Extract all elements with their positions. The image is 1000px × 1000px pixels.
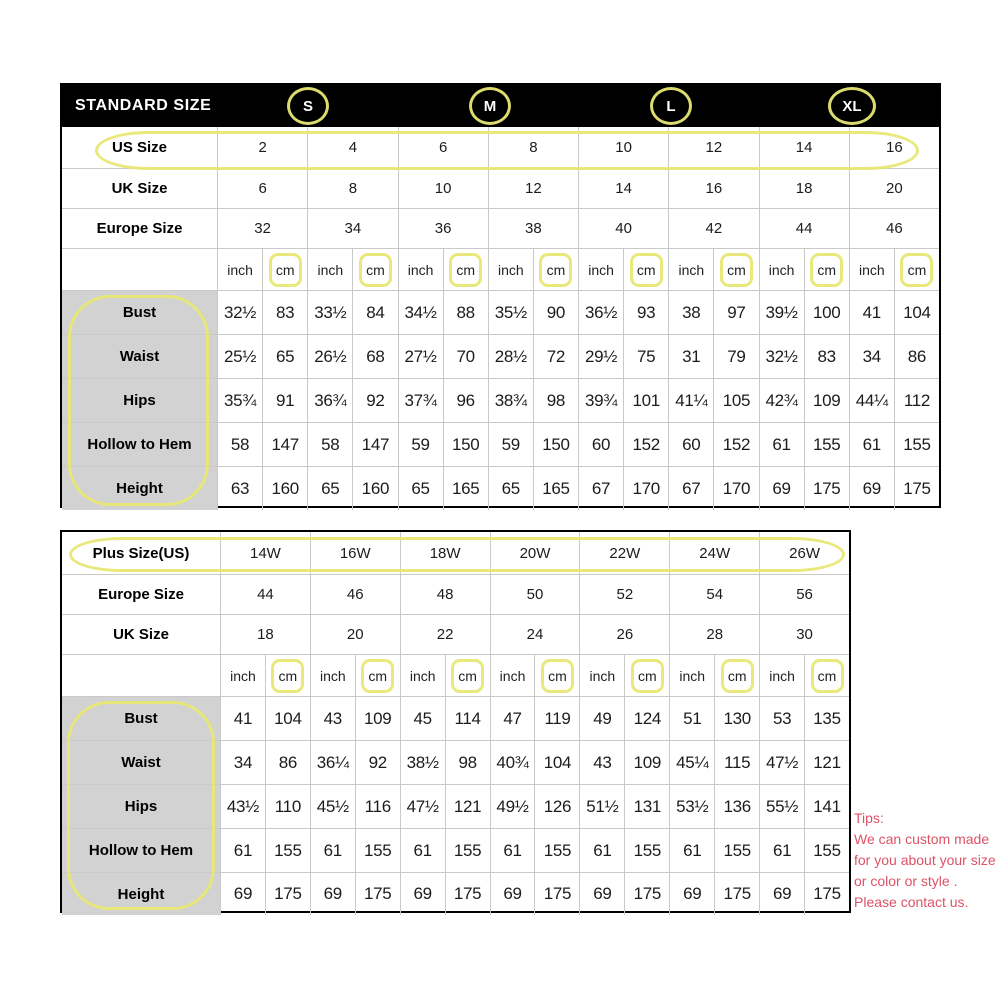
measure-value: 38¾ xyxy=(488,379,533,422)
measure-value: 110 xyxy=(265,785,310,828)
measure-value: 47½ xyxy=(759,741,804,784)
inch-unit-label: inch xyxy=(849,249,894,290)
measure-value: 160 xyxy=(352,467,397,510)
measure-value: 155 xyxy=(714,829,759,872)
inch-unit-label: inch xyxy=(217,249,262,290)
cm-highlight: cm xyxy=(900,253,933,287)
cm-unit-cell xyxy=(713,249,758,290)
measure-value: 69 xyxy=(400,873,445,915)
measure-value: 43½ xyxy=(220,785,265,828)
row-label: Hips xyxy=(62,379,217,422)
standard-size-title: STANDARD SIZE xyxy=(75,97,212,114)
unit-row xyxy=(62,248,939,290)
measure-value: 119 xyxy=(534,697,579,740)
measure-value: 27½ xyxy=(398,335,443,378)
cm-highlight: cm xyxy=(361,659,394,693)
size-value: 38 xyxy=(488,209,578,248)
cm-highlight: cm xyxy=(810,253,843,287)
measure-value: 36½ xyxy=(578,291,623,334)
measure-value: 155 xyxy=(804,829,849,872)
standard-size-table xyxy=(60,83,941,508)
standard-size-header xyxy=(62,85,939,127)
size-value: 24 xyxy=(490,615,580,654)
measure-value: 100 xyxy=(804,291,849,334)
measure-value: 152 xyxy=(623,423,668,466)
measure-value: 61 xyxy=(849,423,894,466)
measure-value: 147 xyxy=(352,423,397,466)
size-row-us-size xyxy=(62,127,939,168)
size-value: 4 xyxy=(307,127,397,168)
size-value: 2 xyxy=(217,127,307,168)
size-value: 14W xyxy=(220,532,310,574)
inch-unit-label: inch xyxy=(220,655,265,696)
size-value: 26 xyxy=(579,615,669,654)
tips-note xyxy=(854,808,999,913)
measure-value: 40¾ xyxy=(490,741,535,784)
measure-value: 131 xyxy=(624,785,669,828)
size-value: 6 xyxy=(398,127,488,168)
measure-value: 61 xyxy=(220,829,265,872)
measure-value: 47 xyxy=(490,697,535,740)
size-value: 24W xyxy=(669,532,759,574)
measure-value: 49 xyxy=(579,697,624,740)
measure-value: 39½ xyxy=(759,291,804,334)
size-value: 20W xyxy=(490,532,580,574)
measure-value: 65 xyxy=(398,467,443,510)
measure-row-waist xyxy=(62,740,849,784)
cm-unit-cell xyxy=(804,249,849,290)
measure-value: 59 xyxy=(488,423,533,466)
tips-line: or color or style . xyxy=(854,873,958,889)
row-label: Europe Size xyxy=(98,586,184,603)
row-label: UK Size xyxy=(111,180,168,197)
measure-value: 114 xyxy=(445,697,490,740)
cm-highlight: cm xyxy=(541,659,574,693)
measure-value: 86 xyxy=(265,741,310,784)
measure-value: 35½ xyxy=(488,291,533,334)
row-label: Europe Size xyxy=(96,220,183,237)
size-value: 26W xyxy=(759,532,849,574)
cm-unit-cell xyxy=(445,655,490,696)
measure-value: 97 xyxy=(713,291,758,334)
measure-value: 160 xyxy=(262,467,307,510)
row-label: UK Size xyxy=(113,626,169,643)
inch-unit-label: inch xyxy=(578,249,623,290)
cm-unit-cell xyxy=(894,249,939,290)
unit-label-spacer xyxy=(62,249,217,290)
cm-highlight: cm xyxy=(811,659,844,693)
measure-value: 69 xyxy=(759,467,804,510)
size-value: 42 xyxy=(668,209,758,248)
measure-value: 150 xyxy=(443,423,488,466)
inch-unit-label: inch xyxy=(669,655,714,696)
measure-value: 31 xyxy=(668,335,713,378)
measure-value: 126 xyxy=(534,785,579,828)
measure-value: 175 xyxy=(265,873,310,915)
size-value: 12 xyxy=(488,169,578,208)
cm-unit-cell xyxy=(804,655,849,696)
measure-value: 96 xyxy=(443,379,488,422)
measure-value: 51 xyxy=(669,697,714,740)
tips-line: We can custom made xyxy=(854,831,990,847)
measure-value: 83 xyxy=(804,335,849,378)
row-label: Plus Size(US) xyxy=(92,544,190,562)
measure-row-hollow-to-hem xyxy=(62,828,849,872)
measure-value: 53½ xyxy=(669,785,714,828)
size-value: 56 xyxy=(759,575,849,614)
row-label: Waist xyxy=(62,741,220,784)
row-label: Waist xyxy=(62,335,217,378)
measure-row-height xyxy=(62,872,849,915)
size-value: 48 xyxy=(400,575,490,614)
measure-value: 38 xyxy=(668,291,713,334)
size-value: 20 xyxy=(310,615,400,654)
measure-value: 130 xyxy=(714,697,759,740)
measure-value: 112 xyxy=(894,379,939,422)
measure-value: 147 xyxy=(262,423,307,466)
size-value: 6 xyxy=(217,169,307,208)
measure-value: 61 xyxy=(669,829,714,872)
size-value: 18 xyxy=(759,169,849,208)
measure-value: 33½ xyxy=(307,291,352,334)
measure-value: 36¼ xyxy=(310,741,355,784)
measure-value: 135 xyxy=(804,697,849,740)
measure-value: 98 xyxy=(445,741,490,784)
measure-value: 65 xyxy=(262,335,307,378)
size-value: 16 xyxy=(849,127,939,168)
measure-value: 175 xyxy=(534,873,579,915)
size-value: 14 xyxy=(578,169,668,208)
size-value: 28 xyxy=(669,615,759,654)
size-value: 50 xyxy=(490,575,580,614)
measure-value: 29½ xyxy=(578,335,623,378)
measure-value: 175 xyxy=(894,467,939,510)
measure-value: 141 xyxy=(804,785,849,828)
measure-value: 61 xyxy=(759,829,804,872)
size-value: 46 xyxy=(849,209,939,248)
measure-value: 105 xyxy=(713,379,758,422)
row-label: Hollow to Hem xyxy=(62,423,217,466)
measure-value: 45¼ xyxy=(669,741,714,784)
measure-value: 34 xyxy=(220,741,265,784)
size-value: 20 xyxy=(849,169,939,208)
cm-highlight: cm xyxy=(451,659,484,693)
measure-value: 63 xyxy=(217,467,262,510)
measure-value: 65 xyxy=(488,467,533,510)
measure-value: 170 xyxy=(623,467,668,510)
measure-value: 155 xyxy=(804,423,849,466)
measure-value: 39¾ xyxy=(578,379,623,422)
size-value: 16W xyxy=(310,532,400,574)
measure-value: 104 xyxy=(534,741,579,784)
measure-value: 67 xyxy=(668,467,713,510)
measure-value: 175 xyxy=(624,873,669,915)
size-value: 36 xyxy=(398,209,488,248)
measure-value: 152 xyxy=(713,423,758,466)
measure-value: 34 xyxy=(849,335,894,378)
inch-unit-label: inch xyxy=(759,655,804,696)
inch-unit-label: inch xyxy=(759,249,804,290)
row-label: Hollow to Hem xyxy=(62,829,220,872)
measure-value: 104 xyxy=(894,291,939,334)
measure-value: 26½ xyxy=(307,335,352,378)
measure-value: 84 xyxy=(352,291,397,334)
size-badge-s: S xyxy=(287,87,329,125)
size-value: 18W xyxy=(400,532,490,574)
measure-value: 155 xyxy=(355,829,400,872)
inch-unit-label: inch xyxy=(579,655,624,696)
measure-value: 70 xyxy=(443,335,488,378)
measure-value: 41 xyxy=(849,291,894,334)
cm-unit-cell xyxy=(352,249,397,290)
cm-highlight: cm xyxy=(359,253,392,287)
measure-value: 59 xyxy=(398,423,443,466)
measure-value: 175 xyxy=(714,873,759,915)
measure-row-waist xyxy=(62,334,939,378)
inch-unit-label: inch xyxy=(488,249,533,290)
inch-unit-label: inch xyxy=(668,249,713,290)
measure-value: 165 xyxy=(533,467,578,510)
measure-value: 155 xyxy=(445,829,490,872)
measure-value: 109 xyxy=(804,379,849,422)
measure-value: 98 xyxy=(533,379,578,422)
measure-value: 42¾ xyxy=(759,379,804,422)
size-row-europe-size xyxy=(62,574,849,614)
measure-value: 104 xyxy=(265,697,310,740)
measure-value: 65 xyxy=(307,467,352,510)
measure-value: 41¼ xyxy=(668,379,713,422)
measure-value: 69 xyxy=(759,873,804,915)
measure-value: 72 xyxy=(533,335,578,378)
measure-value: 175 xyxy=(804,873,849,915)
cm-unit-cell xyxy=(262,249,307,290)
size-value: 44 xyxy=(759,209,849,248)
size-badge-l: L xyxy=(650,87,692,125)
cm-highlight: cm xyxy=(631,659,664,693)
cm-unit-cell xyxy=(624,655,669,696)
measure-row-hollow-to-hem xyxy=(62,422,939,466)
measure-value: 91 xyxy=(262,379,307,422)
size-value: 12 xyxy=(668,127,758,168)
measure-value: 109 xyxy=(624,741,669,784)
size-value: 44 xyxy=(220,575,310,614)
measure-value: 58 xyxy=(217,423,262,466)
measure-value: 175 xyxy=(355,873,400,915)
measure-value: 51½ xyxy=(579,785,624,828)
measure-value: 69 xyxy=(669,873,714,915)
measure-value: 155 xyxy=(534,829,579,872)
measure-value: 38½ xyxy=(400,741,445,784)
tips-line: Please contact us. xyxy=(854,894,969,910)
size-row-uk-size xyxy=(62,168,939,208)
measure-value: 175 xyxy=(445,873,490,915)
size-value: 14 xyxy=(759,127,849,168)
size-value: 10 xyxy=(398,169,488,208)
measure-value: 79 xyxy=(713,335,758,378)
size-value: 22W xyxy=(579,532,669,574)
measure-value: 93 xyxy=(623,291,668,334)
size-value: 52 xyxy=(579,575,669,614)
measure-value: 45½ xyxy=(310,785,355,828)
size-badge-xl: XL xyxy=(828,87,876,125)
measure-value: 32½ xyxy=(759,335,804,378)
measure-value: 55½ xyxy=(759,785,804,828)
measure-value: 44¼ xyxy=(849,379,894,422)
tips-title: Tips: xyxy=(854,810,884,826)
cm-unit-cell xyxy=(534,655,579,696)
measure-value: 83 xyxy=(262,291,307,334)
size-badge-m: M xyxy=(469,87,511,125)
tips-line: for you about your size xyxy=(854,852,996,868)
measure-value: 88 xyxy=(443,291,488,334)
size-value: 40 xyxy=(578,209,668,248)
cm-highlight: cm xyxy=(271,659,304,693)
measure-value: 61 xyxy=(579,829,624,872)
measure-value: 155 xyxy=(265,829,310,872)
cm-unit-cell xyxy=(355,655,400,696)
row-label: Bust xyxy=(62,697,220,740)
inch-unit-label: inch xyxy=(310,655,355,696)
measure-value: 69 xyxy=(579,873,624,915)
measure-value: 155 xyxy=(894,423,939,466)
row-label: US Size xyxy=(111,139,168,156)
size-value: 10 xyxy=(578,127,668,168)
measure-value: 36¾ xyxy=(307,379,352,422)
measure-value: 60 xyxy=(668,423,713,466)
measure-row-bust xyxy=(62,696,849,740)
measure-value: 124 xyxy=(624,697,669,740)
measure-value: 69 xyxy=(849,467,894,510)
size-row-uk-size xyxy=(62,614,849,654)
standard-size-rows xyxy=(62,127,939,510)
row-label: Hips xyxy=(62,785,220,828)
inch-unit-label: inch xyxy=(400,655,445,696)
unit-row xyxy=(62,654,849,696)
measure-value: 45 xyxy=(400,697,445,740)
measure-value: 75 xyxy=(623,335,668,378)
measure-value: 34½ xyxy=(398,291,443,334)
measure-value: 28½ xyxy=(488,335,533,378)
measure-value: 136 xyxy=(714,785,759,828)
measure-value: 37¾ xyxy=(398,379,443,422)
size-value: 18 xyxy=(220,615,310,654)
measure-value: 165 xyxy=(443,467,488,510)
cm-highlight: cm xyxy=(539,253,572,287)
measure-row-hips xyxy=(62,784,849,828)
size-value: 34 xyxy=(307,209,397,248)
measure-value: 43 xyxy=(310,697,355,740)
cm-highlight: cm xyxy=(269,253,302,287)
measure-value: 32½ xyxy=(217,291,262,334)
measure-row-bust xyxy=(62,290,939,334)
measure-value: 101 xyxy=(623,379,668,422)
measure-value: 116 xyxy=(355,785,400,828)
measure-value: 61 xyxy=(400,829,445,872)
size-value: 22 xyxy=(400,615,490,654)
measure-value: 150 xyxy=(533,423,578,466)
inch-unit-label: inch xyxy=(307,249,352,290)
cm-unit-cell xyxy=(623,249,668,290)
size-value: 8 xyxy=(488,127,578,168)
measure-value: 61 xyxy=(310,829,355,872)
measure-value: 69 xyxy=(220,873,265,915)
measure-row-hips xyxy=(62,378,939,422)
measure-value: 35¾ xyxy=(217,379,262,422)
measure-value: 175 xyxy=(804,467,849,510)
size-value: 46 xyxy=(310,575,400,614)
measure-value: 115 xyxy=(714,741,759,784)
measure-value: 68 xyxy=(352,335,397,378)
cm-highlight: cm xyxy=(630,253,663,287)
measure-value: 69 xyxy=(490,873,535,915)
measure-value: 155 xyxy=(624,829,669,872)
measure-value: 86 xyxy=(894,335,939,378)
size-row-europe-size xyxy=(62,208,939,248)
size-value: 32 xyxy=(217,209,307,248)
measure-value: 47½ xyxy=(400,785,445,828)
cm-highlight: cm xyxy=(721,659,754,693)
row-label: Height xyxy=(62,873,220,915)
measure-row-height xyxy=(62,466,939,510)
inch-unit-label: inch xyxy=(490,655,535,696)
measure-value: 121 xyxy=(445,785,490,828)
measure-value: 61 xyxy=(759,423,804,466)
measure-value: 60 xyxy=(578,423,623,466)
measure-value: 69 xyxy=(310,873,355,915)
cm-unit-cell xyxy=(443,249,488,290)
measure-value: 67 xyxy=(578,467,623,510)
cm-highlight: cm xyxy=(449,253,482,287)
measure-value: 25½ xyxy=(217,335,262,378)
size-value: 16 xyxy=(668,169,758,208)
size-row-plus-size-us xyxy=(62,532,849,574)
measure-value: 92 xyxy=(352,379,397,422)
unit-label-spacer xyxy=(62,655,220,696)
plus-size-rows xyxy=(62,532,849,915)
cm-unit-cell xyxy=(533,249,578,290)
size-value: 8 xyxy=(307,169,397,208)
inch-unit-label: inch xyxy=(398,249,443,290)
cm-unit-cell xyxy=(265,655,310,696)
size-value: 30 xyxy=(759,615,849,654)
tips-lines xyxy=(854,829,999,913)
size-value: 54 xyxy=(669,575,759,614)
measure-value: 170 xyxy=(713,467,758,510)
row-label: Height xyxy=(62,467,217,510)
measure-value: 109 xyxy=(355,697,400,740)
measure-value: 92 xyxy=(355,741,400,784)
row-label: Bust xyxy=(62,291,217,334)
measure-value: 49½ xyxy=(490,785,535,828)
measure-value: 53 xyxy=(759,697,804,740)
measure-value: 43 xyxy=(579,741,624,784)
measure-value: 90 xyxy=(533,291,578,334)
cm-highlight: cm xyxy=(720,253,753,287)
measure-value: 58 xyxy=(307,423,352,466)
measure-value: 61 xyxy=(490,829,535,872)
measure-value: 121 xyxy=(804,741,849,784)
cm-unit-cell xyxy=(714,655,759,696)
measure-value: 41 xyxy=(220,697,265,740)
plus-size-table xyxy=(60,530,851,913)
